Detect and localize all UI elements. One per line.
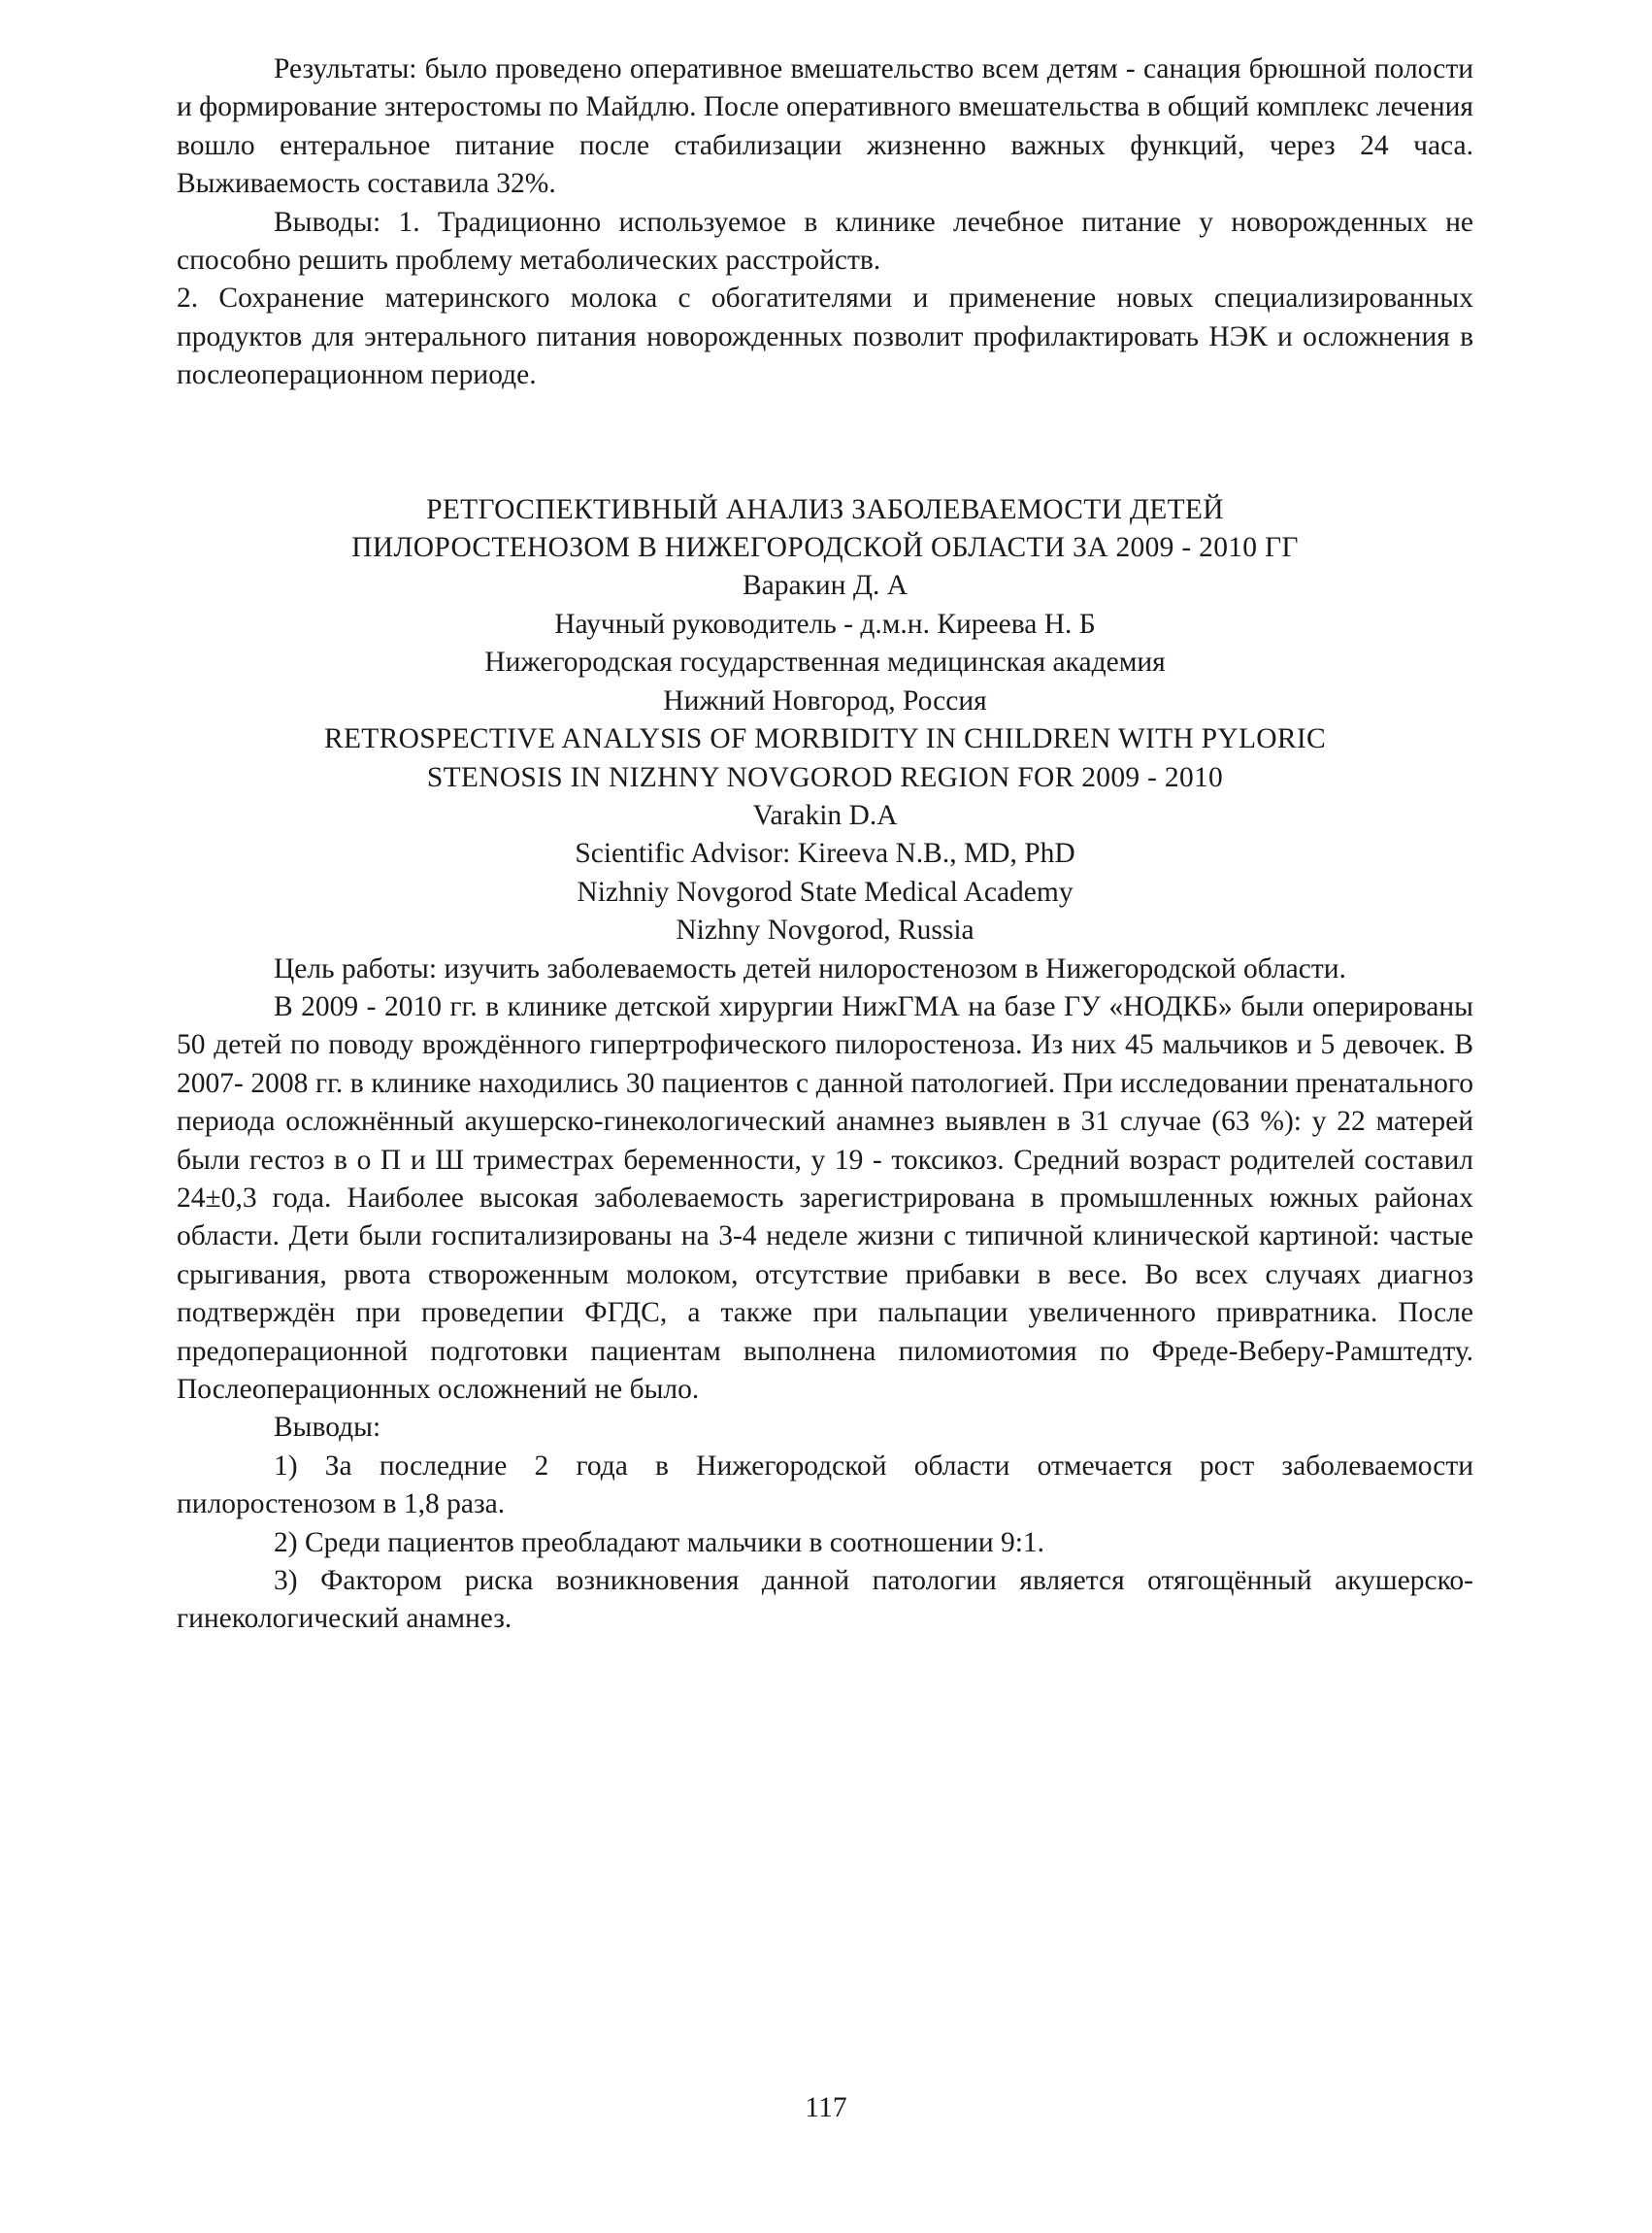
section-spacer (177, 395, 1473, 491)
institution-ru: Нижегородская государственная медицинская академия (484, 647, 1166, 679)
article-header (177, 491, 1473, 950)
article-title-ru-line-1: РЕТГОСПЕКТИВНЫЙ АНАЛИЗ ЗАБОЛЕВАЕМОСТИ ДЕТЕЙ (426, 493, 1224, 525)
advisor-en: Scientific Advisor: Kireeva N.B., MD, PhD (575, 838, 1075, 870)
article-title-en-line-2: STENOSIS IN NIZHNY NOVGOROD REGION FOR 2009 - 2010 (426, 761, 1224, 793)
conclusion-paragraph-2: 2. Сохранение материнского молока с обогатителями и применение новых специализированных продуктов для энтерального питания новорожденных позволит профилактировать НЭК и осложнения в послеоперационном периоде. (177, 283, 1473, 391)
conclusion-item-1: 1) За последние 2 года в Нижегородской области отмечается рост заболеваемости пилоростенозом в 1,8 раза. (177, 1450, 1473, 1520)
body-paragraph: В 2009 - 2010 гг. в клинике детской хирургии НижГМА на базе ГУ «НОДКБ» были оперированы 50 детей по поводу врождённого гипертрофического пилоростеноза. Из них 45 мальчиков и 5 девочек. В 2007- 2008 гг. в клинике находились 30 пациентов с данной патологией. При исследовании пренатального периода осложнённый акушерско-гинекологический анамнез выявлен в 31 случае (63 %): у 22 матерей были гестоз в о П и Ш триместрах беременности, у 19 - токсикоз. Средний возраст родителей составил 24±0,3 года. Наиболее высокая заболеваемость зарегистрирована в промышленных южных районах области. Дети были госпитализированы на 3-4 неделе жизни с типичной клинической картиной: частые срыгивания, рвота створоженным молоком, отсутствие прибавки в весе. Во всех случаях диагноз подтверждён при проведепии ФГДС, а также при пальпации увеличенного привратника. После предоперационной подготовки пациентам выполнена пиломиотомия по Фреде-Веберу-Рамштедту. Послеоперационных осложнений не было. (177, 990, 1473, 1405)
city-en: Nizhny Novgorod, Russia (676, 915, 975, 947)
conclusion-item-3: 3) Фактором риска возникновения данной патологии является отягощённый акушерско-гинекологический анамнез. (177, 1565, 1473, 1635)
results-paragraph: Результаты: было проведено оперативное вмешательство всем детям - санация брюшной полости и формирование знтеростомы по Майдлю. После оперативного вмешательства в общий комплекс лечения вошло ентеральное питание после стабилизации жизненно важных функций, через 24 часа. Выживаемость составила 32%. (177, 53, 1473, 200)
article-title-en-line-1: RETROSPECTIVE ANALYSIS OF MORBIDITY IN CHILDREN WITH PYLORIC (324, 723, 1326, 755)
author-en: Varakin D.A (752, 799, 898, 831)
page-number: 117 (805, 2092, 847, 2123)
city-ru: Нижний Новгород, Россия (663, 684, 987, 717)
conclusions-heading: Выводы: (274, 1412, 381, 1444)
conclusion-item-2: 2) Среди пациентов преобладают мальчики в соотношении 9:1. (274, 1526, 1045, 1558)
conclusion-paragraph-1: Выводы: 1. Традиционно используемое в клинике лечебное питание у новорожденных не способно решить проблему метаболических расстройств. (177, 206, 1473, 277)
institution-en: Nizhniy Novgorod State Medical Academy (577, 876, 1074, 908)
author-ru: Варакин Д. А (742, 570, 909, 602)
article-title-ru-line-2: ПИЛОРОСТЕНОЗОМ В НИЖЕГОРОДСКОЙ ОБЛАСТИ ЗА 2009 - 2010 ГГ (351, 532, 1299, 564)
document-page (177, 50, 1473, 1639)
advisor-ru: Научный руководитель - д.м.н. Киреева Н. Б (554, 608, 1096, 640)
aim-paragraph: Цель работы: изучить заболеваемость детей нилоростенозом в Нижегородской области. (274, 952, 1346, 984)
